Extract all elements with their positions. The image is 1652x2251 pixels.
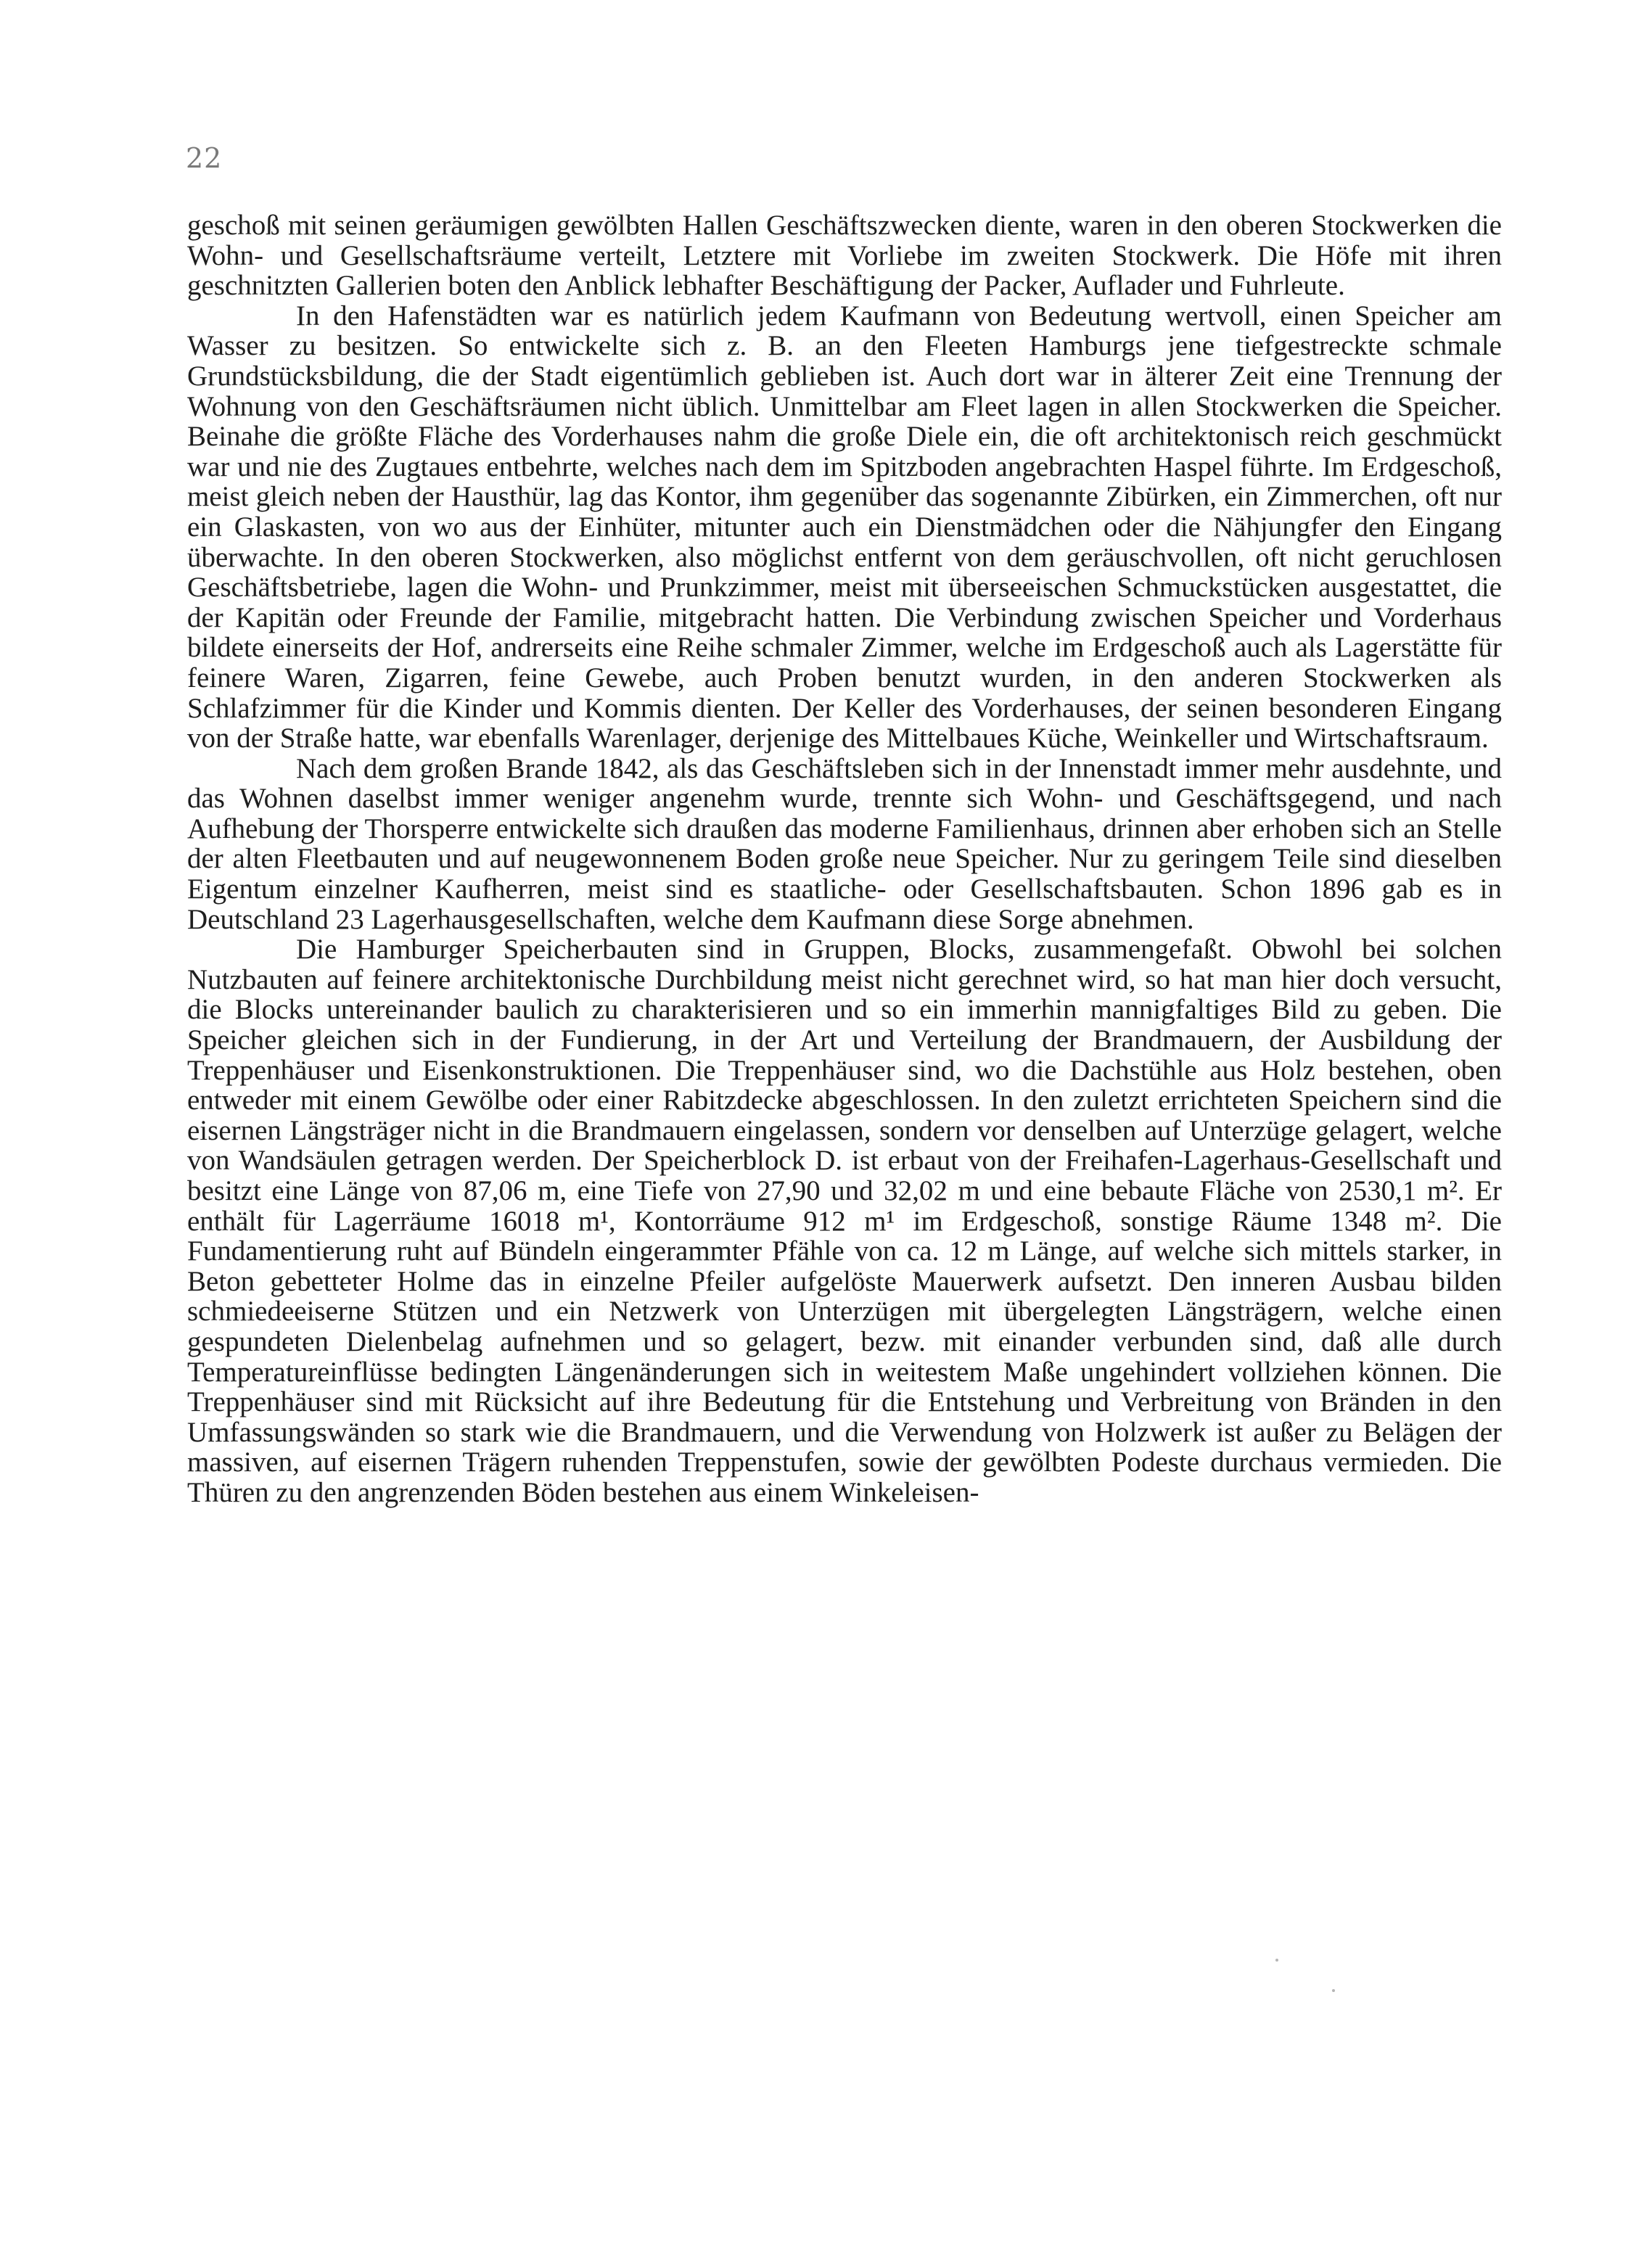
paragraph-continuation: geschoß mit seinen geräumigen gewölbten Hallen Geschäftszwecken diente, waren in den oberen Stockwerken die Wohn- und Gesellschaftsräume verteilt, Letztere mit Vorliebe im zweiten Stockwerk. Die Höfe mit ihren geschnitzten Gallerien boten den Anblick lebhafter Beschäftigung der Packer, Auflader und Fuhrleute. <box>187 210 1502 302</box>
paper-speck <box>1275 1959 1278 1962</box>
paragraph-speicherbauten: Die Hamburger Speicherbauten sind in Gruppen, Blocks, zusammengefaßt. Obwohl bei solchen Nutzbauten auf feinere architektonische Durchbildung meist nicht gerechnet wird, so hat man hier doch versucht, die Blocks untereinander baulich zu charakterisieren und so ein immerhin mannigfaltiges Bild zu geben. Die Speicher gleichen sich in der Fundierung, in der Art und Verteilung der Brandmauern, der Ausbildung der Treppenhäuser und Eisenkonstruktionen. Die Treppenhäuser sind, wo die Dachstühle aus Holz bestehen, oben entweder mit einem Gewölbe oder einer Rabitzdecke abgeschlossen. In den zuletzt errichteten Speichern sind die eisernen Längsträger nicht in die Brandmauern eingelassen, sondern vor denselben auf Unterzüge gelagert, welche von Wandsäulen getragen werden. Der Speicherblock D. ist erbaut von der Freihafen-Lagerhaus-Gesellschaft und besitzt eine Länge von 87,06 m, eine Tiefe von 27,90 und 32,02 m und eine bebaute Fläche von 2530,1 m². Er enthält für Lagerräume 16018 m¹, Kontorräume 912 m¹ im Erdgeschoß, sonstige Räume 1348 m². Die Fundamentierung ruht auf Bündeln eingerammter Pfähle von ca. 12 m Länge, auf welche sich mittels starker, in Beton gebetteter Holme das in einzelne Pfeiler aufgelöste Mauerwerk aufsetzt. Den inneren Ausbau bilden schmiedeeiserne Stützen und ein Netzwerk von Unterzügen mit übergelegten Längsträgern, welche einen gespundeten Dielenbelag aufnehmen und so gelagert, bezw. mit einander verbunden sind, daß alle durch Temperatureinflüsse bedingten Längenänderungen sich in weitestem Maße ungehindert vollziehen können. Die Treppenhäuser sind mit Rücksicht auf ihre Bedeutung für die Entstehung und Verbreitung von Bränden in den Umfassungswänden so stark wie die Brandmauern, und die Verwendung von Holzwerk ist außer zu Belägen der massiven, auf eisernen Trägern ruhenden Treppenstufen, sowie der gewölbten Podeste durchaus vermieden. Die Thüren zu den angrenzenden Böden bestehen aus einem Winkeleisen- <box>187 934 1502 1508</box>
body-text <box>187 210 1502 1508</box>
paper-speck <box>1332 1989 1335 1992</box>
page-number: 22 <box>186 142 223 174</box>
paragraph-hafenstaedte: In den Hafenstädten war es natürlich jedem Kaufmann von Bedeutung wertvoll, einen Speicher am Wasser zu besitzen. So entwickelte sich z. B. an den Fleeten Hamburgs jene tiefgestreckte schmale Grundstücksbildung, die der Stadt eigentümlich geblieben ist. Auch dort war in älterer Zeit eine Trennung der Wohnung von den Geschäftsräumen nicht üblich. Unmittelbar am Fleet lagen in allen Stockwerken die Speicher. Beinahe die größte Fläche des Vorderhauses nahm die große Diele ein, die oft architektonisch reich geschmückt war und nie des Zugtaues entbehrte, welches nach dem im Spitzboden angebrachten Haspel führte. Im Erdgeschoß, meist gleich neben der Hausthür, lag das Kontor, ihm gegenüber das sogenannte Zibürken, ein Zimmerchen, oft nur ein Glaskasten, von wo aus der Einhüter, mitunter auch ein Dienstmädchen oder die Nähjungfer den Eingang überwachte. In den oberen Stockwerken, also möglichst entfernt von dem geräuschvollen, oft nicht geruchlosen Geschäftsbetriebe, lagen die Wohn- und Prunkzimmer, meist mit überseeischen Schmuckstücken ausgestattet, die der Kapitän oder Freunde der Familie, mitgebracht hatten. Die Verbindung zwischen Speicher und Vorderhaus bildete einerseits der Hof, andrerseits eine Reihe schmaler Zimmer, welche im Erdgeschoß auch als Lagerstätte für feinere Waren, Zigarren, feine Gewebe, auch Proben benutzt wurden, in den anderen Stockwerken als Schlafzimmer für die Kinder und Kommis dienten. Der Keller des Vorderhauses, der seinen besonderen Eingang von der Straße hatte, war ebenfalls Warenlager, derjenige des Mittelbaues Küche, Weinkeller und Wirtschaftsraum. <box>187 300 1502 754</box>
paragraph-brand-1842: Nach dem großen Brande 1842, als das Geschäftsleben sich in der Innenstadt immer mehr ausdehnte, und das Wohnen daselbst immer weniger angenehm wurde, trennte sich Wohn- und Geschäftsgegend, und nach Aufhebung der Thorsperre entwickelte sich draußen das moderne Familienhaus, drinnen aber erhoben sich an Stelle der alten Fleetbauten und auf neugewonnenem Boden große neue Speicher. Nur zu geringem Teile sind dieselben Eigentum einzelner Kaufherren, meist sind es staatliche- oder Gesellschaftsbauten. Schon 1896 gab es in Deutschland 23 Lagerhausgesellschaften, welche dem Kaufmann diese Sorge abnehmen. <box>187 752 1502 935</box>
